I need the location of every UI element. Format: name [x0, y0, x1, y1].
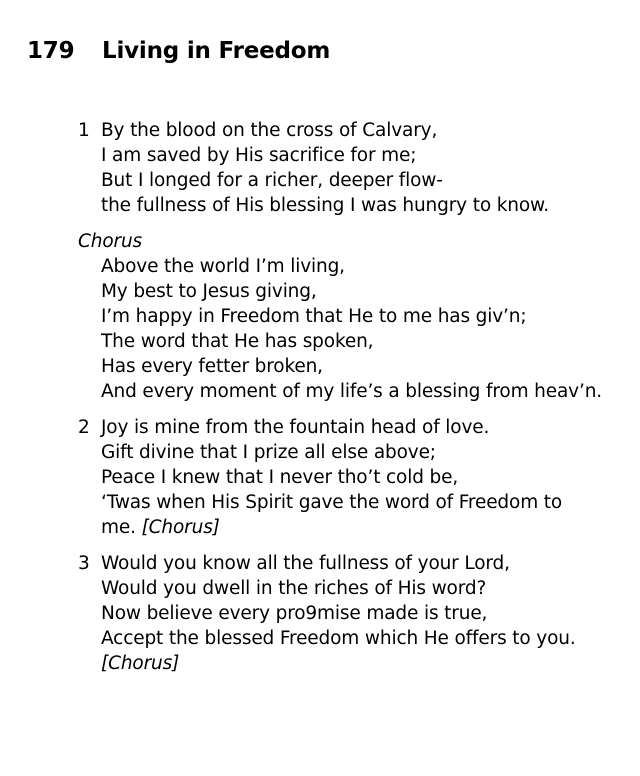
- verse-line: But I longed for a richer, deeper flow-: [101, 170, 443, 191]
- verse-3: [78, 551, 638, 676]
- hymn-number: 179: [27, 38, 75, 64]
- verse-number: 3: [78, 553, 90, 574]
- chorus-reference: [Chorus]: [101, 653, 180, 674]
- hymn-heading: [27, 36, 330, 66]
- chorus-line: Has every fetter broken,: [101, 356, 323, 377]
- chorus-line: Above the world I’m living,: [101, 256, 345, 277]
- chorus-line: My best to Jesus giving,: [101, 281, 317, 302]
- verse-2: [78, 415, 638, 540]
- verse-line-with-ref: [101, 515, 638, 540]
- verse-number: 1: [78, 120, 90, 141]
- verse-line: ‘Twas when His Spirit gave the word of Freedom to: [101, 492, 563, 513]
- verse-line: me.: [101, 517, 136, 538]
- chorus: [78, 229, 638, 404]
- verse-number: 2: [78, 417, 90, 438]
- verse-lines: [78, 551, 638, 676]
- verse-line: Peace I knew that I never tho’t cold be,: [101, 467, 459, 488]
- verse-lines: [78, 118, 638, 218]
- chorus-lines: [78, 254, 638, 404]
- verse-line: I am saved by His sacrifice for me;: [101, 145, 417, 166]
- verse-line: Joy is mine from the fountain head of love.: [101, 417, 490, 438]
- verse-line: Now believe every pro9mise made is true,: [101, 603, 488, 624]
- hymn-title: Living in Freedom: [102, 38, 331, 64]
- verse-lines: [78, 415, 638, 540]
- verse-line: By the blood on the cross of Calvary,: [101, 120, 438, 141]
- verse-line: Would you dwell in the riches of His word?: [101, 578, 487, 599]
- verse-line: Gift divine that I prize all else above;: [101, 442, 436, 463]
- chorus-label: Chorus: [78, 231, 143, 252]
- chorus-line: The word that He has spoken,: [101, 331, 374, 352]
- verse-1: [78, 118, 638, 218]
- verse-line: Accept the blessed Freedom which He offers to you.: [101, 628, 576, 649]
- chorus-line: And every moment of my life’s a blessing from heav’n.: [101, 381, 602, 402]
- verse-line: the fullness of His blessing I was hungry to know.: [101, 195, 550, 216]
- chorus-reference: [Chorus]: [141, 517, 220, 538]
- hymn-lyrics: [78, 118, 638, 687]
- verse-line: Would you know all the fullness of your Lord,: [101, 553, 510, 574]
- chorus-line: I’m happy in Freedom that He to me has giv’n;: [101, 306, 527, 327]
